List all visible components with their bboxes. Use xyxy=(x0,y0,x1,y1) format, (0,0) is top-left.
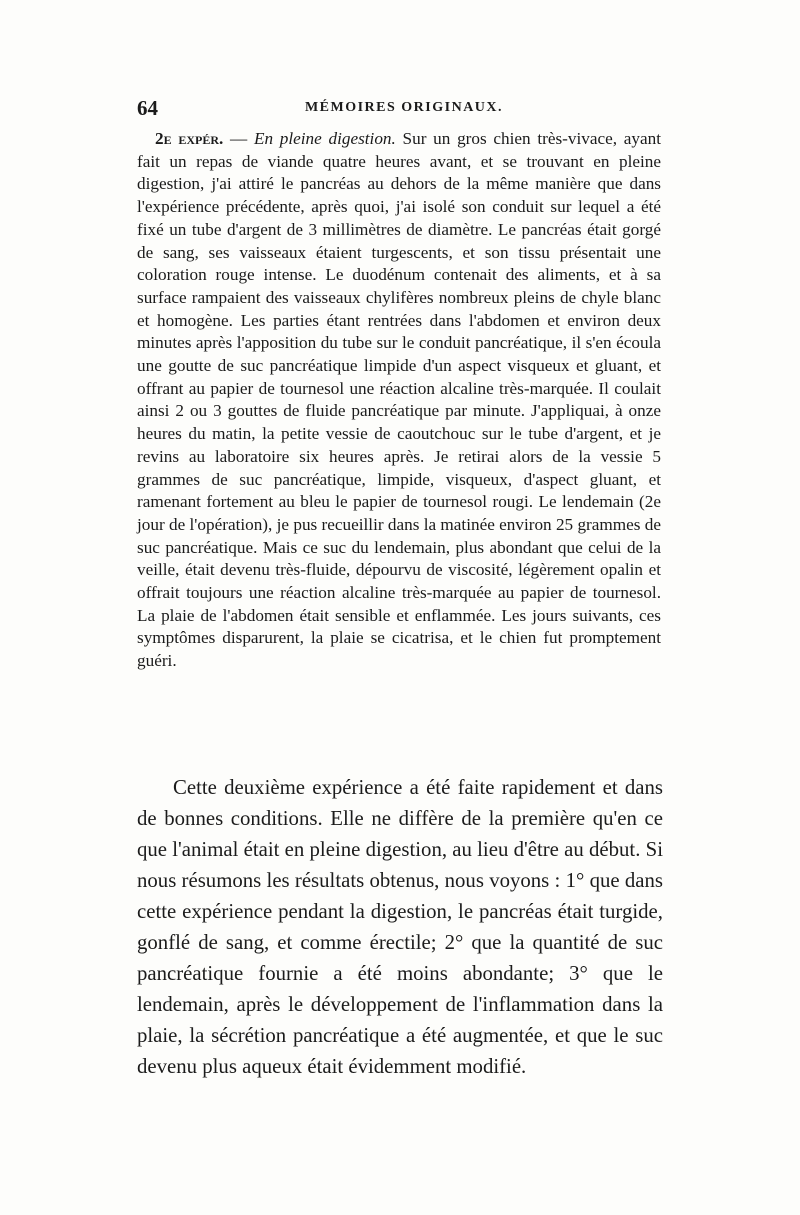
commentary-paragraph: Cette deuxième expérience a été faite rapidement et dans de bonnes conditions. Elle ne diffère de la première qu'en ce que l'animal était en pleine digestion, au lieu d'être au début. Si nous résumons les résultats obtenus, nous voyons : 1° que dans cette expérience pendant la digestion, le pancréas était turgide, gonflé de sang, et comme érectile; 2° que la quantité de suc pancréatique fournie a été moins abondante; 3° que le lendemain, après le développement de l'inflammation dans la plaie, la sécrétion pancréatique a été augmentée, et que le suc devenu plus aqueux était évidemment modifié. xyxy=(137,776,663,1078)
running-title: MÉMOIRES ORIGINAUX. xyxy=(304,100,504,115)
experiment-dash: — xyxy=(223,129,254,148)
running-head xyxy=(137,96,671,124)
page-number: 64 xyxy=(137,96,158,120)
experiment-text: Sur un gros chien très-vivace, ayant fait un repas de viande quatre heures avant, et se trouvant en pleine digestion, j'ai attiré le pancréas au dehors de la même manière que dans l'expérience précédente, après quoi, j'ai isolé son conduit sur lequel a été fixé un tube d'argent de 3 millimètres de diamètre. Le pancréas était gorgé de sang, ses vaisseaux étaient turgescents, et son tissu présentait une coloration rouge intense. Le duodénum contenait des aliments, et à sa surface rampaient des vaisseaux chylifères nombreux pleins de chyle blanc et homogène. Les parties étant rentrées dans l'abdomen et environ deux minutes après l'apposition du tube sur le conduit pancréatique, il s'en écoula une goutte de suc pancréatique limpide d'un aspect visqueux et gluant, et offrant au papier de tournesol une réaction alcaline très-marquée. Il coulait ainsi 2 ou 3 gouttes de fluide pancréatique par minute. J'appliquai, à onze heures du matin, la petite vessie de caoutchouc sur le tube d'argent, et je revins au laboratoire six heures après. Je retirai alors de la vessie 5 grammes de suc pancréatique, limpide, visqueux, d'aspect gluant, et ramenant fortement au bleu le papier de tournesol rougi. Le lendemain (2e jour de l'opération), je pus recueillir dans la matinée environ 25 grammes de suc pancréatique. Mais ce suc du lendemain, plus abondant que celui de la veille, était devenu très-fluide, dépourvu de viscosité, légèrement opalin et offrait toujours une réaction alcaline très-marquée au papier de tournesol. La plaie de l'abdomen était sensible et enflammée. Les jours suivants, ces symptômes disparurent, la plaie se cicatrisa, et le chien fut promptement guéri. xyxy=(137,129,661,671)
experiment-paragraph xyxy=(137,128,661,673)
experiment-title: En pleine digestion. xyxy=(253,129,396,148)
experiment-label: 2e expér. xyxy=(155,129,224,148)
